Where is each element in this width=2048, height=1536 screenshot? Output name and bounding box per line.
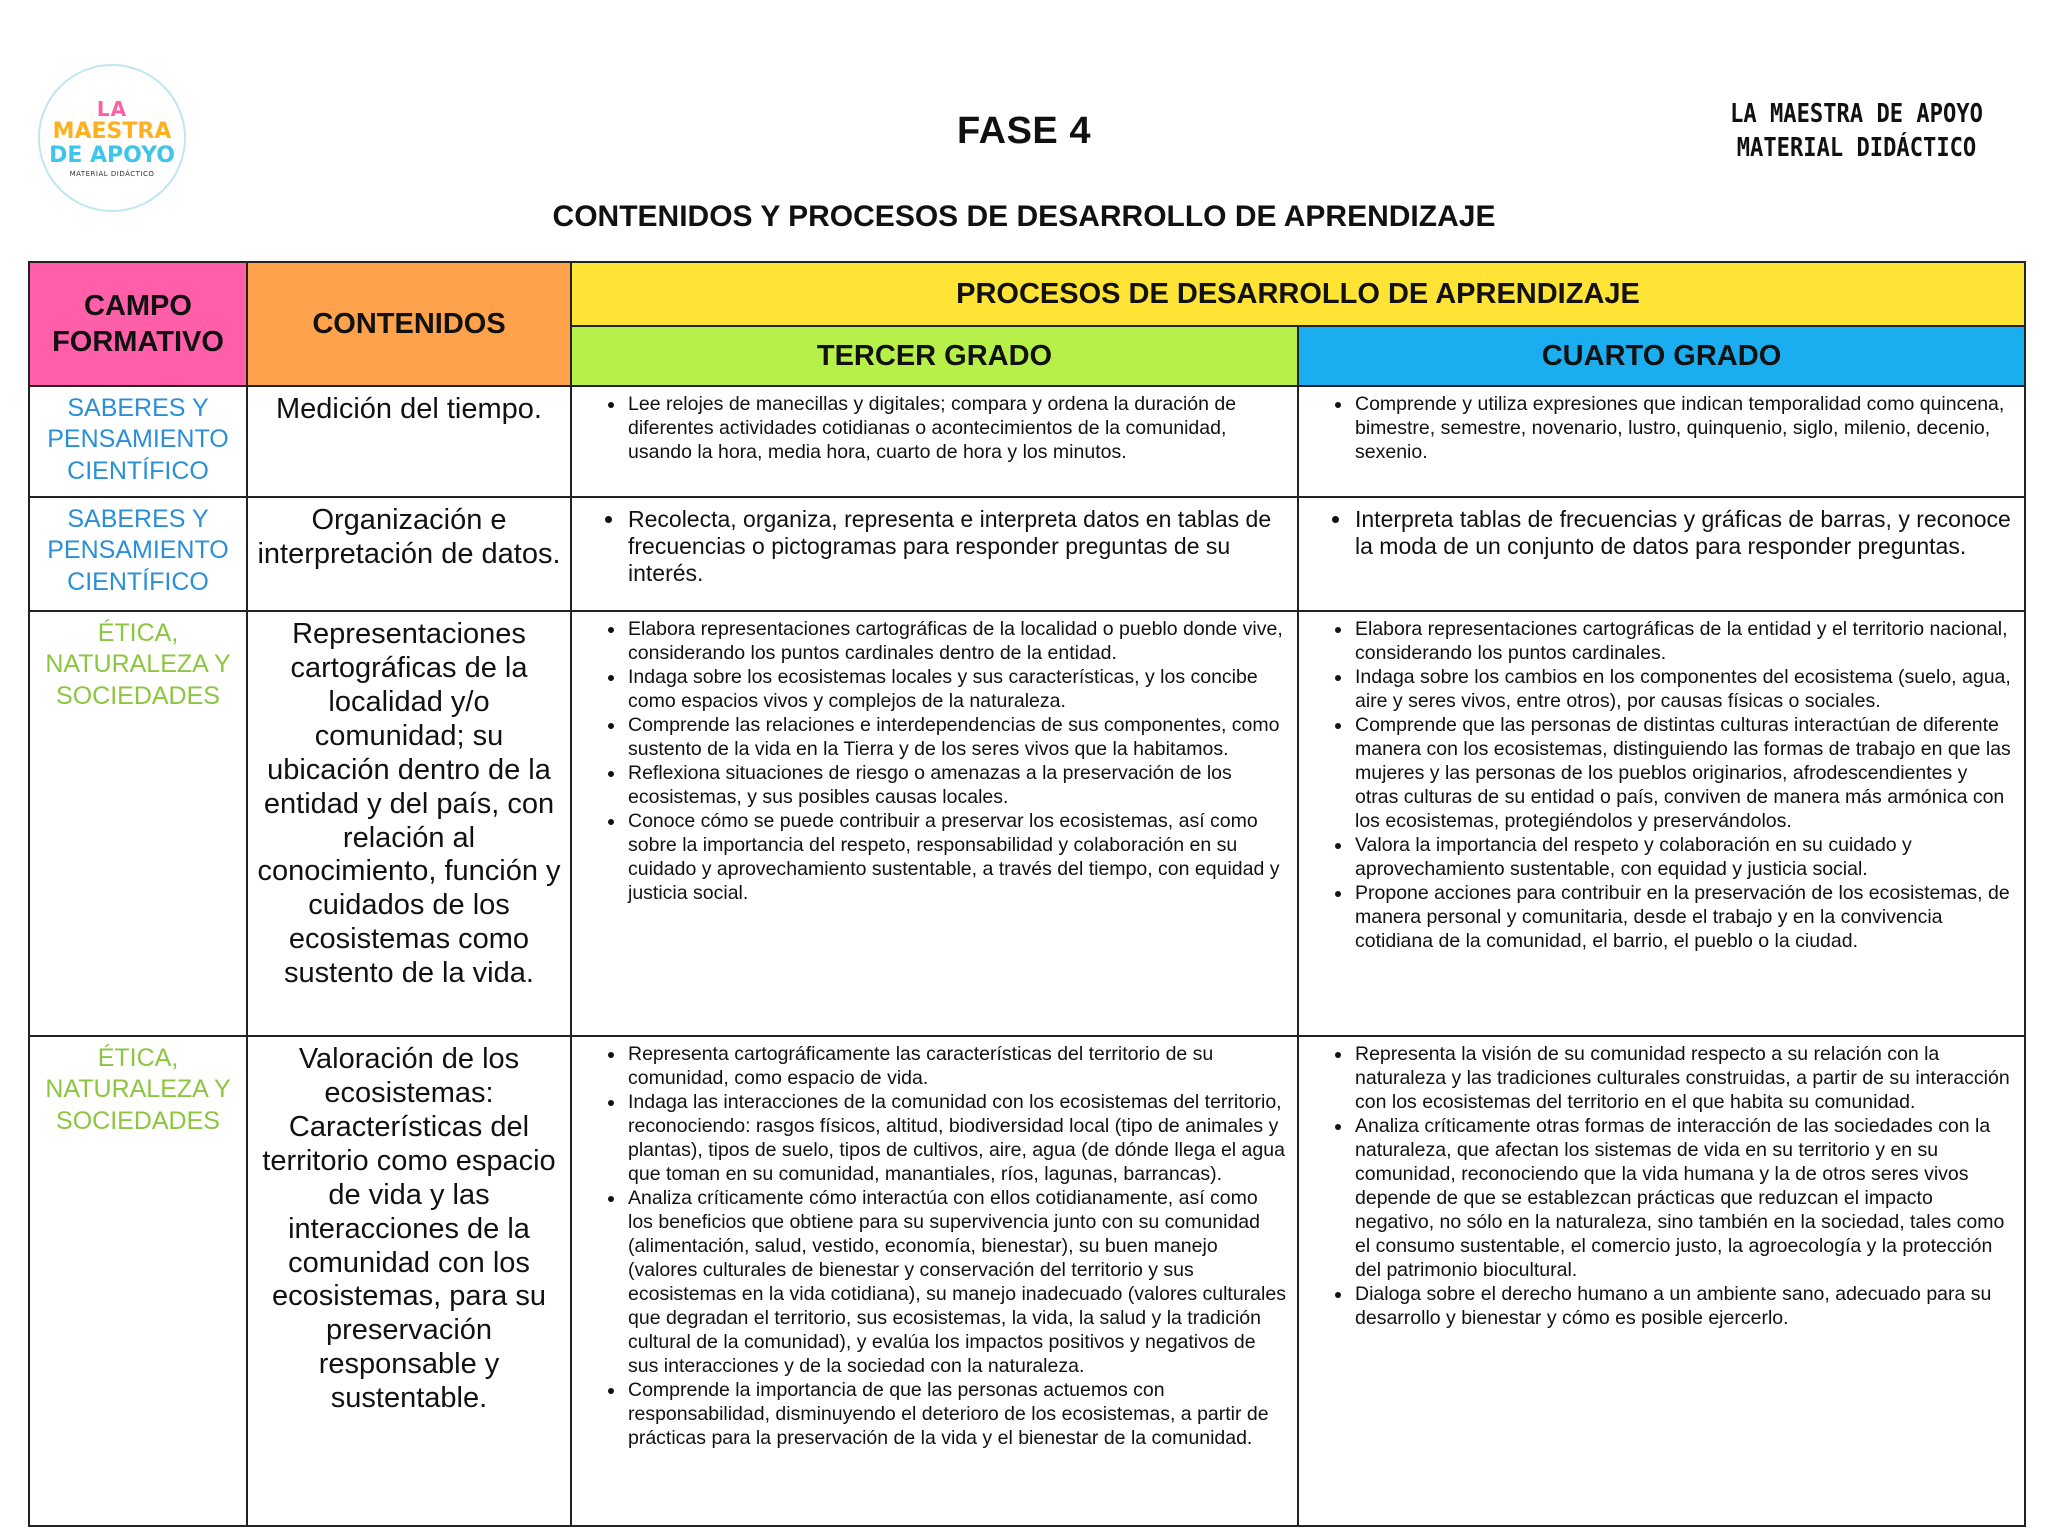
logo-line-3: DE APOYO xyxy=(49,142,175,168)
table-row xyxy=(29,611,2025,1036)
bullet-item: • Indaga sobre los ecosistemas locales y sus características, y los concibe como espacios vivos y complejos de la naturaleza. xyxy=(626,666,1287,714)
bullet-item: • Elabora representaciones cartográficas de la localidad o pueblo donde vive, considerando los puntos cardinales dentro de la entidad. xyxy=(626,618,1287,666)
logo-line-4: MATERIAL DIDÁCTICO xyxy=(69,169,155,178)
bullet-item: • Reflexiona situaciones de riesgo o amenazas a la preservación de los ecosistemas, y sus posibles causas locales. xyxy=(626,762,1287,810)
cuarto-cell xyxy=(1298,386,2025,497)
bullet-item: • Representa cartográficamente las características del territorio de su comunidad, como espacio de vida. xyxy=(626,1043,1287,1091)
brand-line-2: MATERIAL DIDÁCTICO xyxy=(1736,132,1977,163)
bullet-item: • Analiza críticamente cómo interactúa con ellos cotidianamente, así como los beneficios que obtiene para su supervivencia junto con su comunidad (alimentación, salud, vestido, economía, bienestar), su buen manejo (valores culturales de bienestar y conservación del territorio y sus ecosistemas en la vida cotidiana), su manejo inadecuado (valores culturales que degradan el territorio, sus ecosistemas, la vida, la salud y la tradición cultural de la comunidad), y evalúa los impactos positivos y negativos de sus interacciones y de la sociedad con la naturaleza. xyxy=(626,1187,1287,1379)
page-subtitle: CONTENIDOS Y PROCESOS DE DESARROLLO DE APRENDIZAJE xyxy=(552,200,1496,233)
table-row xyxy=(29,1036,2025,1526)
header-tercer-grado: TERCER GRADO xyxy=(571,326,1298,386)
header-procesos: PROCESOS DE DESARROLLO DE APRENDIZAJE xyxy=(571,262,2025,326)
bullet-item: • Indaga sobre los cambios en los componentes del ecosistema (suelo, agua, aire y seres vivos, entre otros), por causas físicas o sociales. xyxy=(1353,666,2014,714)
tercer-cell xyxy=(571,497,1298,611)
logo-line-1: LA xyxy=(96,96,128,121)
bullet-item: • Indaga las interacciones de la comunidad con los ecosistemas del territorio, reconociendo: rasgos físicos, altitud, biodiversidad local (tipo de animales y plantas), tipos de suelo, tipos de cultivos, aire, agua (de dónde llega el agua que toman en su comunidad, manantiales, ríos, lagunas, barrancas). xyxy=(626,1091,1287,1187)
tercer-cell xyxy=(571,386,1298,497)
page-title: FASE 4 xyxy=(957,110,1091,152)
tercer-cell xyxy=(571,1036,1298,1526)
bullet-item: • Comprende las relaciones e interdependencias de sus componentes, como sustento de la vida en la Tierra y de los seres vivos que la habitamos. xyxy=(626,714,1287,762)
campo-cell: ÉTICA, NATURALEZA Y SOCIEDADES xyxy=(29,611,247,1036)
tercer-list xyxy=(572,498,1297,591)
table-row xyxy=(29,386,2025,497)
content-table xyxy=(28,261,2026,1527)
cuarto-list xyxy=(1299,612,2024,958)
cuarto-cell xyxy=(1298,611,2025,1036)
bullet-item: • Valora la importancia del respeto y colaboración en su cuidado y aprovechamiento sustentable, con equidad y justicia social. xyxy=(1353,834,2014,882)
bullet-item: • Representa la visión de su comunidad respecto a su relación con la naturaleza y las tradiciones culturales construidas, a partir de su interacción con los ecosistemas del territorio en el que habita su comunidad. xyxy=(1353,1043,2014,1115)
tercer-list xyxy=(572,387,1297,469)
bullet-item: • Recolecta, organiza, representa e interpreta datos en tablas de frecuencias o pictogramas para responder preguntas de su interés. xyxy=(626,506,1287,587)
tercer-cell xyxy=(571,611,1298,1036)
header-cuarto-grado: CUARTO GRADO xyxy=(1298,326,2025,386)
bullet-item: • Conoce cómo se puede contribuir a preservar los ecosistemas, así como sobre la importancia del respeto, responsabilidad y colaboración en su cuidado y aprovechamiento sustentable, a través del tiempo, con equidad y justicia social. xyxy=(626,810,1287,906)
bullet-item: • Lee relojes de manecillas y digitales; compara y ordena la duración de diferentes actividades cotidianas o acontecimientos de la comunidad, usando la hora, media hora, cuarto de hora y los minutos. xyxy=(626,393,1287,465)
header-contenidos: CONTENIDOS xyxy=(247,262,571,386)
bullet-item: • Dialoga sobre el derecho humano a un ambiente sano, adecuado para su desarrollo y bienestar y cómo es posible ejercerlo. xyxy=(1353,1283,2014,1331)
campo-cell: ÉTICA, NATURALEZA Y SOCIEDADES xyxy=(29,1036,247,1526)
brand-line-1: LA MAESTRA DE APOYO xyxy=(1730,99,1983,129)
campo-cell: SABERES Y PENSAMIENTO CIENTÍFICO xyxy=(29,497,247,611)
contenido-cell: Organización e interpretación de datos. xyxy=(247,497,571,611)
tercer-list xyxy=(572,612,1297,910)
contenido-cell: Valoración de los ecosistemas: Características del territorio como espacio de vida y las interacciones de la comunidad con los ecosistemas, para su preservación responsable y sustentable. xyxy=(247,1036,571,1526)
tercer-list xyxy=(572,1037,1297,1455)
bullet-item: • Elabora representaciones cartográficas de la entidad y el territorio nacional, considerando los puntos cardinales. xyxy=(1353,618,2014,666)
cuarto-list xyxy=(1299,1037,2024,1335)
bullet-item: • Comprende y utiliza expresiones que indican temporalidad como quincena, bimestre, semestre, novenario, lustro, quinquenio, siglo, milenio, decenio, sexenio. xyxy=(1353,393,2014,465)
logo-line-2: MAESTRA xyxy=(52,118,172,144)
contenido-cell: Medición del tiempo. xyxy=(247,386,571,497)
header-campo: CAMPO FORMATIVO xyxy=(29,262,247,386)
bullet-item: • Interpreta tablas de frecuencias y gráficas de barras, y reconoce la moda de un conjunto de datos para responder preguntas. xyxy=(1353,506,2014,560)
cuarto-list xyxy=(1299,387,2024,469)
cuarto-list xyxy=(1299,498,2024,564)
bullet-item: • Propone acciones para contribuir en la preservación de los ecosistemas, de manera personal y comunitaria, desde el trabajo y en la convivencia cotidiana de la comunidad, el barrio, el pueblo o la ciudad. xyxy=(1353,882,2014,954)
campo-cell: SABERES Y PENSAMIENTO CIENTÍFICO xyxy=(29,386,247,497)
cuarto-cell xyxy=(1298,1036,2025,1526)
brand-name xyxy=(1729,98,1984,166)
bullet-item: • Comprende la importancia de que las personas actuemos con responsabilidad, disminuyendo el deterioro de los ecosistemas, a partir de prácticas para la preservación de la vida y el bienestar de la comunidad. xyxy=(626,1379,1287,1451)
contenido-cell: Representaciones cartográficas de la localidad y/o comunidad; su ubicación dentro de la entidad y del país, con relación al conocimiento, función y cuidados de los ecosistemas como sustento de la vida. xyxy=(247,611,571,1036)
table-row xyxy=(29,497,2025,611)
cuarto-cell xyxy=(1298,497,2025,611)
bullet-item: • Analiza críticamente otras formas de interacción de las sociedades con la naturaleza, que afectan los sistemas de vida en su territorio y en su comunidad, reconociendo que la vida humana y la de otros seres vivos depende de que se establezcan prácticas que reduzcan el impacto negativo, no sólo en la naturaleza, sino también en la sociedad, tales como el consumo sustentable, el comercio justo, la agroecología y la protección del patrimonio biocultural. xyxy=(1353,1115,2014,1283)
bullet-item: • Comprende que las personas de distintas culturas interactúan de diferente manera con los ecosistemas, distinguiendo las formas de trabajo en que las mujeres y las personas de los pueblos originarios, afrodescendientes y otras culturas de su entidad o país, conviven de manera más armónica con los ecosistemas, protegiéndolos y preservándolos. xyxy=(1353,714,2014,834)
